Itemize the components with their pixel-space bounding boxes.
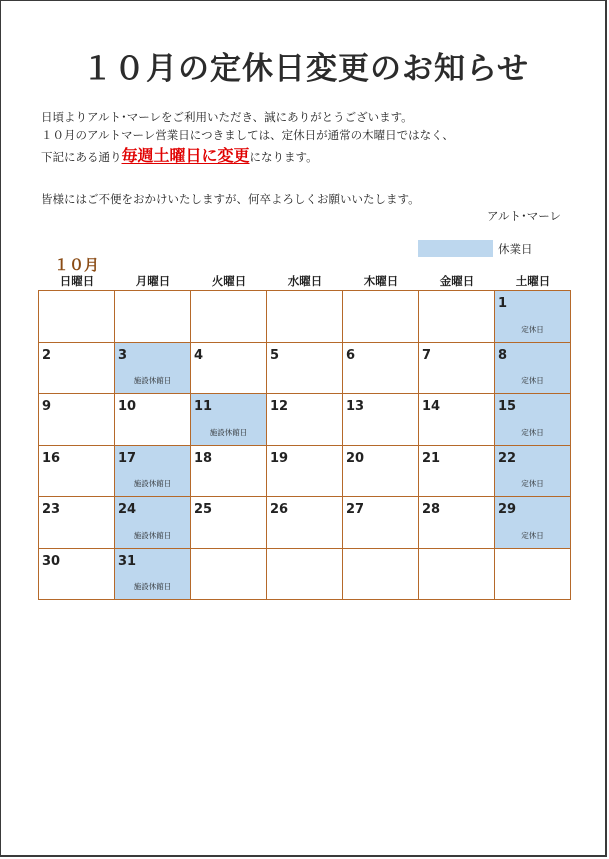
calendar-day-cell <box>267 394 343 446</box>
weekday-monday: 月曜日 <box>135 274 171 288</box>
calendar-day-cell <box>267 343 343 395</box>
calendar-day-cell <box>191 394 267 446</box>
calendar-day-cell <box>495 394 571 446</box>
day-number: 23 <box>42 502 61 517</box>
day-number: 3 <box>118 347 128 363</box>
day-note: 施設休館日 <box>133 376 172 385</box>
month-label: １０月 <box>54 256 100 274</box>
calendar-grid <box>38 290 571 600</box>
day-number: 2 <box>42 347 52 363</box>
notice-emphasis: 毎週土曜日に変更 <box>121 146 250 165</box>
notice-line-4: 皆様にはご不便をおかけいたしますが、何卒よろしくお願いいたします。 <box>41 192 420 206</box>
day-number: 20 <box>346 450 365 466</box>
day-note: 定休日 <box>521 427 544 437</box>
day-note: 定休日 <box>521 376 544 385</box>
day-number: 19 <box>270 450 289 466</box>
calendar-day-cell <box>495 549 571 601</box>
legend-swatch <box>418 240 493 257</box>
day-number: 5 <box>270 347 280 363</box>
calendar-day-cell <box>39 394 115 446</box>
calendar-day-cell <box>115 343 191 395</box>
day-number: 12 <box>270 399 289 414</box>
calendar-day-cell <box>191 446 267 498</box>
day-number: 21 <box>422 450 441 466</box>
day-number: 28 <box>422 502 441 517</box>
legend-label: 休業日 <box>498 242 533 256</box>
weekday-saturday: 土曜日 <box>515 274 551 288</box>
weekday-header <box>39 273 571 289</box>
calendar-day-cell <box>419 343 495 395</box>
calendar-day-cell <box>495 497 571 549</box>
calendar-day-cell <box>39 446 115 498</box>
calendar-day-cell <box>115 549 191 601</box>
day-note: 定休日 <box>521 530 544 540</box>
day-number: 15 <box>498 399 517 414</box>
day-note: 定休日 <box>521 479 544 488</box>
calendar-day-cell <box>343 394 419 446</box>
calendar-day-cell <box>39 549 115 601</box>
day-number: 10 <box>118 399 137 414</box>
calendar-day-cell <box>495 446 571 498</box>
calendar-day-cell <box>343 343 419 395</box>
day-note: 施設休館日 <box>209 427 248 437</box>
notice-line-1: 日頃よりアルト･マーレをご利用いただき、誠にありがとうございます。 <box>41 110 413 124</box>
notice-line-3-prefix: 下記にある通り <box>41 150 122 164</box>
signature: アルト･マーレ <box>486 209 561 223</box>
calendar-day-cell <box>191 497 267 549</box>
day-number: 25 <box>194 502 213 517</box>
notice-line-3 <box>41 143 318 166</box>
day-number: 8 <box>498 347 508 363</box>
day-number: 31 <box>118 553 137 569</box>
calendar-day-cell <box>191 343 267 395</box>
weekday-tuesday: 火曜日 <box>211 274 247 288</box>
weekday-friday: 金曜日 <box>439 274 475 288</box>
day-number: 14 <box>422 399 441 414</box>
notice-line-3-suffix: になります。 <box>249 150 318 164</box>
day-number: 9 <box>42 399 52 414</box>
day-number: 4 <box>194 347 204 363</box>
day-number: 27 <box>346 502 365 517</box>
day-note: 施設休館日 <box>133 582 172 591</box>
day-number: 29 <box>498 502 517 517</box>
calendar-day-cell <box>115 446 191 498</box>
calendar-day-cell <box>39 343 115 395</box>
day-note: 定休日 <box>521 324 544 334</box>
calendar-day-cell <box>267 549 343 601</box>
calendar-day-cell <box>419 549 495 601</box>
page-title: １０月の定休日変更のお知らせ <box>81 51 530 87</box>
day-number: 18 <box>194 450 213 466</box>
day-number: 16 <box>42 450 61 466</box>
calendar-day-cell <box>419 394 495 446</box>
day-number: 6 <box>346 347 356 363</box>
calendar-day-cell <box>191 549 267 601</box>
day-number: 24 <box>118 502 137 517</box>
day-number: 26 <box>270 502 289 517</box>
calendar-day-cell <box>115 497 191 549</box>
day-note: 施設休館日 <box>133 479 172 488</box>
day-number: 7 <box>422 347 432 363</box>
day-number: 30 <box>42 553 61 569</box>
calendar-day-cell <box>343 497 419 549</box>
day-number: 22 <box>498 450 517 466</box>
weekday-sunday: 日曜日 <box>59 274 95 288</box>
calendar-day-cell <box>267 446 343 498</box>
calendar-day-cell <box>419 497 495 549</box>
day-number: 17 <box>118 450 137 466</box>
calendar-day-cell <box>267 291 343 343</box>
calendar-day-cell <box>495 343 571 395</box>
calendar-day-cell <box>115 291 191 343</box>
day-number: 11 <box>194 399 213 414</box>
calendar-day-cell <box>495 291 571 343</box>
day-number: 1 <box>498 296 508 311</box>
calendar-day-cell <box>419 291 495 343</box>
calendar-day-cell <box>343 549 419 601</box>
calendar-day-cell <box>267 497 343 549</box>
day-number: 13 <box>346 399 365 414</box>
notice-line-2: １０月のアルトマーレ営業日につきましては、定休日が通常の木曜日ではなく、 <box>41 128 454 142</box>
day-note: 施設休館日 <box>133 530 172 540</box>
weekday-thursday: 木曜日 <box>363 274 399 288</box>
calendar-day-cell <box>39 291 115 343</box>
weekday-wednesday: 水曜日 <box>287 274 323 288</box>
calendar-day-cell <box>191 291 267 343</box>
calendar-day-cell <box>343 446 419 498</box>
calendar-day-cell <box>343 291 419 343</box>
calendar-day-cell <box>419 446 495 498</box>
calendar-day-cell <box>39 497 115 549</box>
calendar-day-cell <box>115 394 191 446</box>
